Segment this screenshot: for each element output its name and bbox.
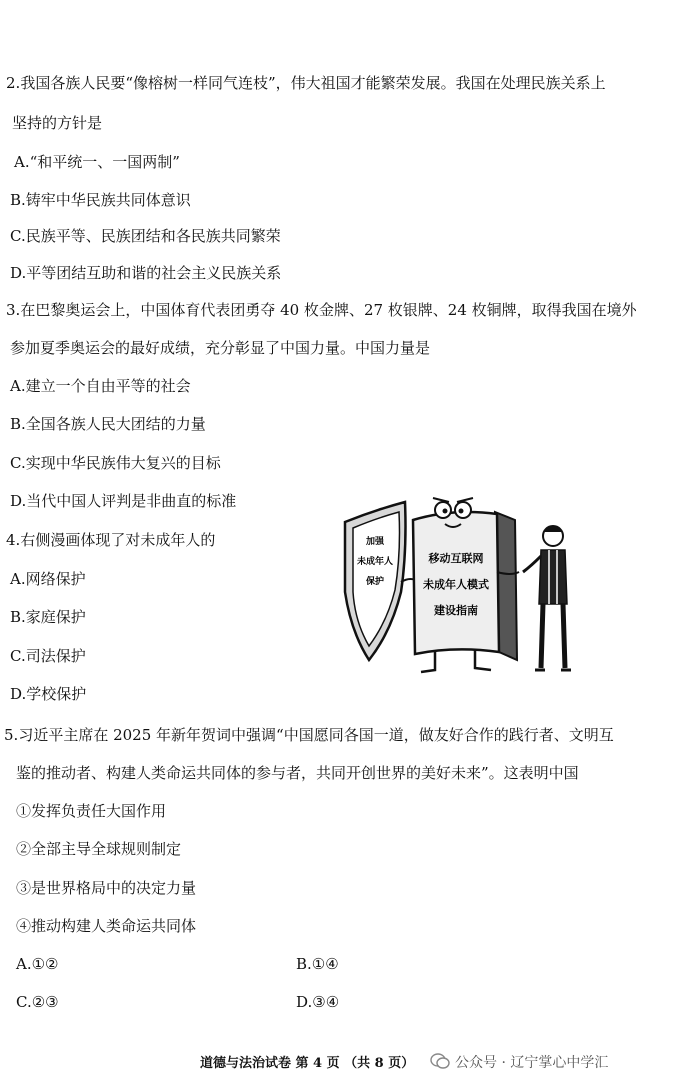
book-text-3: 建设指南 <box>434 604 478 617</box>
question-4-line1: 4.右侧漫画体现了对未成年人的 <box>6 531 216 549</box>
question-number: 2. <box>6 74 21 92</box>
q5-item-3: ③是世界格局中的决定力量 <box>16 879 197 897</box>
shield-text-1: 加强 <box>365 537 385 547</box>
q4-option-b: B.家庭保护 <box>10 608 86 626</box>
q5-item-1: ①发挥负责任大国作用 <box>16 802 167 820</box>
q5-option-a: A.①② <box>16 955 59 973</box>
q2-option-a: A.“和平统一、一国两制” <box>14 153 180 171</box>
book-text-1: 移动互联网 <box>428 552 484 565</box>
q2-option-d: D.平等团结互助和谐的社会主义民族关系 <box>10 264 282 282</box>
q4-option-c: C.司法保护 <box>10 647 86 665</box>
shield-text-2: 未成年人 <box>356 557 394 567</box>
question-5-line1: 5.习近平主席在 2025 年新年贺词中强调“中国愿同各国一道，做友好合作的践行者、文明互 <box>4 726 614 744</box>
question-3-line2: 参加夏季奥运会的最好成绩，充分彰显了中国力量。中国力量是 <box>10 339 431 357</box>
q5-option-c: C.②③ <box>16 993 59 1011</box>
q5-option-d: D.③④ <box>296 993 340 1011</box>
q5-item-2: ②全部主导全球规则制定 <box>16 840 182 858</box>
question-number: 3. <box>6 301 21 319</box>
shield-icon <box>345 502 406 660</box>
q4-option-a: A.网络保护 <box>10 570 86 588</box>
q5-option-b: B.①④ <box>296 955 339 973</box>
q3-option-b: B.全国各族人民大团结的力量 <box>10 415 206 433</box>
q3-option-c: C.实现中华民族伟大复兴的目标 <box>10 454 221 472</box>
watermark-text: 公众号 · 辽宁掌心中学汇 <box>455 1055 609 1071</box>
question-number: 4. <box>6 531 21 549</box>
question-2-line1: 2.我国各族人民要“像榕树一样同气连枝”，伟大祖国才能繁荣发展。我国在处理民族关系上 <box>6 74 606 92</box>
q5-item-4: ④推动构建人类命运共同体 <box>16 917 197 935</box>
wechat-icon <box>430 1052 450 1070</box>
q3-option-d: D.当代中国人评判是非曲直的标准 <box>10 492 237 510</box>
shield-text-3: 保护 <box>365 577 385 587</box>
question-5-line2: 鉴的推动者、构建人类命运共同体的参与者，共同开创世界的美好未来”。这表明中国 <box>16 764 579 782</box>
question-2-line2: 坚持的方针是 <box>12 114 103 132</box>
footer-page-info: 道德与法治试卷 第 4 页 （共 8 页） <box>200 1056 415 1071</box>
q4-option-d: D.学校保护 <box>10 685 87 703</box>
cartoon-illustration <box>335 492 580 682</box>
book-text-2: 未成年人模式 <box>423 578 489 591</box>
q2-option-c: C.民族平等、民族团结和各民族共同繁荣 <box>10 227 281 245</box>
question-3-line1: 3.在巴黎奥运会上，中国体育代表团勇夺 40 枚金牌、27 枚银牌、24 枚铜牌，取得我国在境外 <box>6 301 637 319</box>
book-character <box>413 498 519 672</box>
boy-figure <box>523 526 571 670</box>
q3-option-a: A.建立一个自由平等的社会 <box>10 377 191 395</box>
question-number: 5. <box>4 726 19 744</box>
q2-option-b: B.铸牢中华民族共同体意识 <box>10 191 191 209</box>
